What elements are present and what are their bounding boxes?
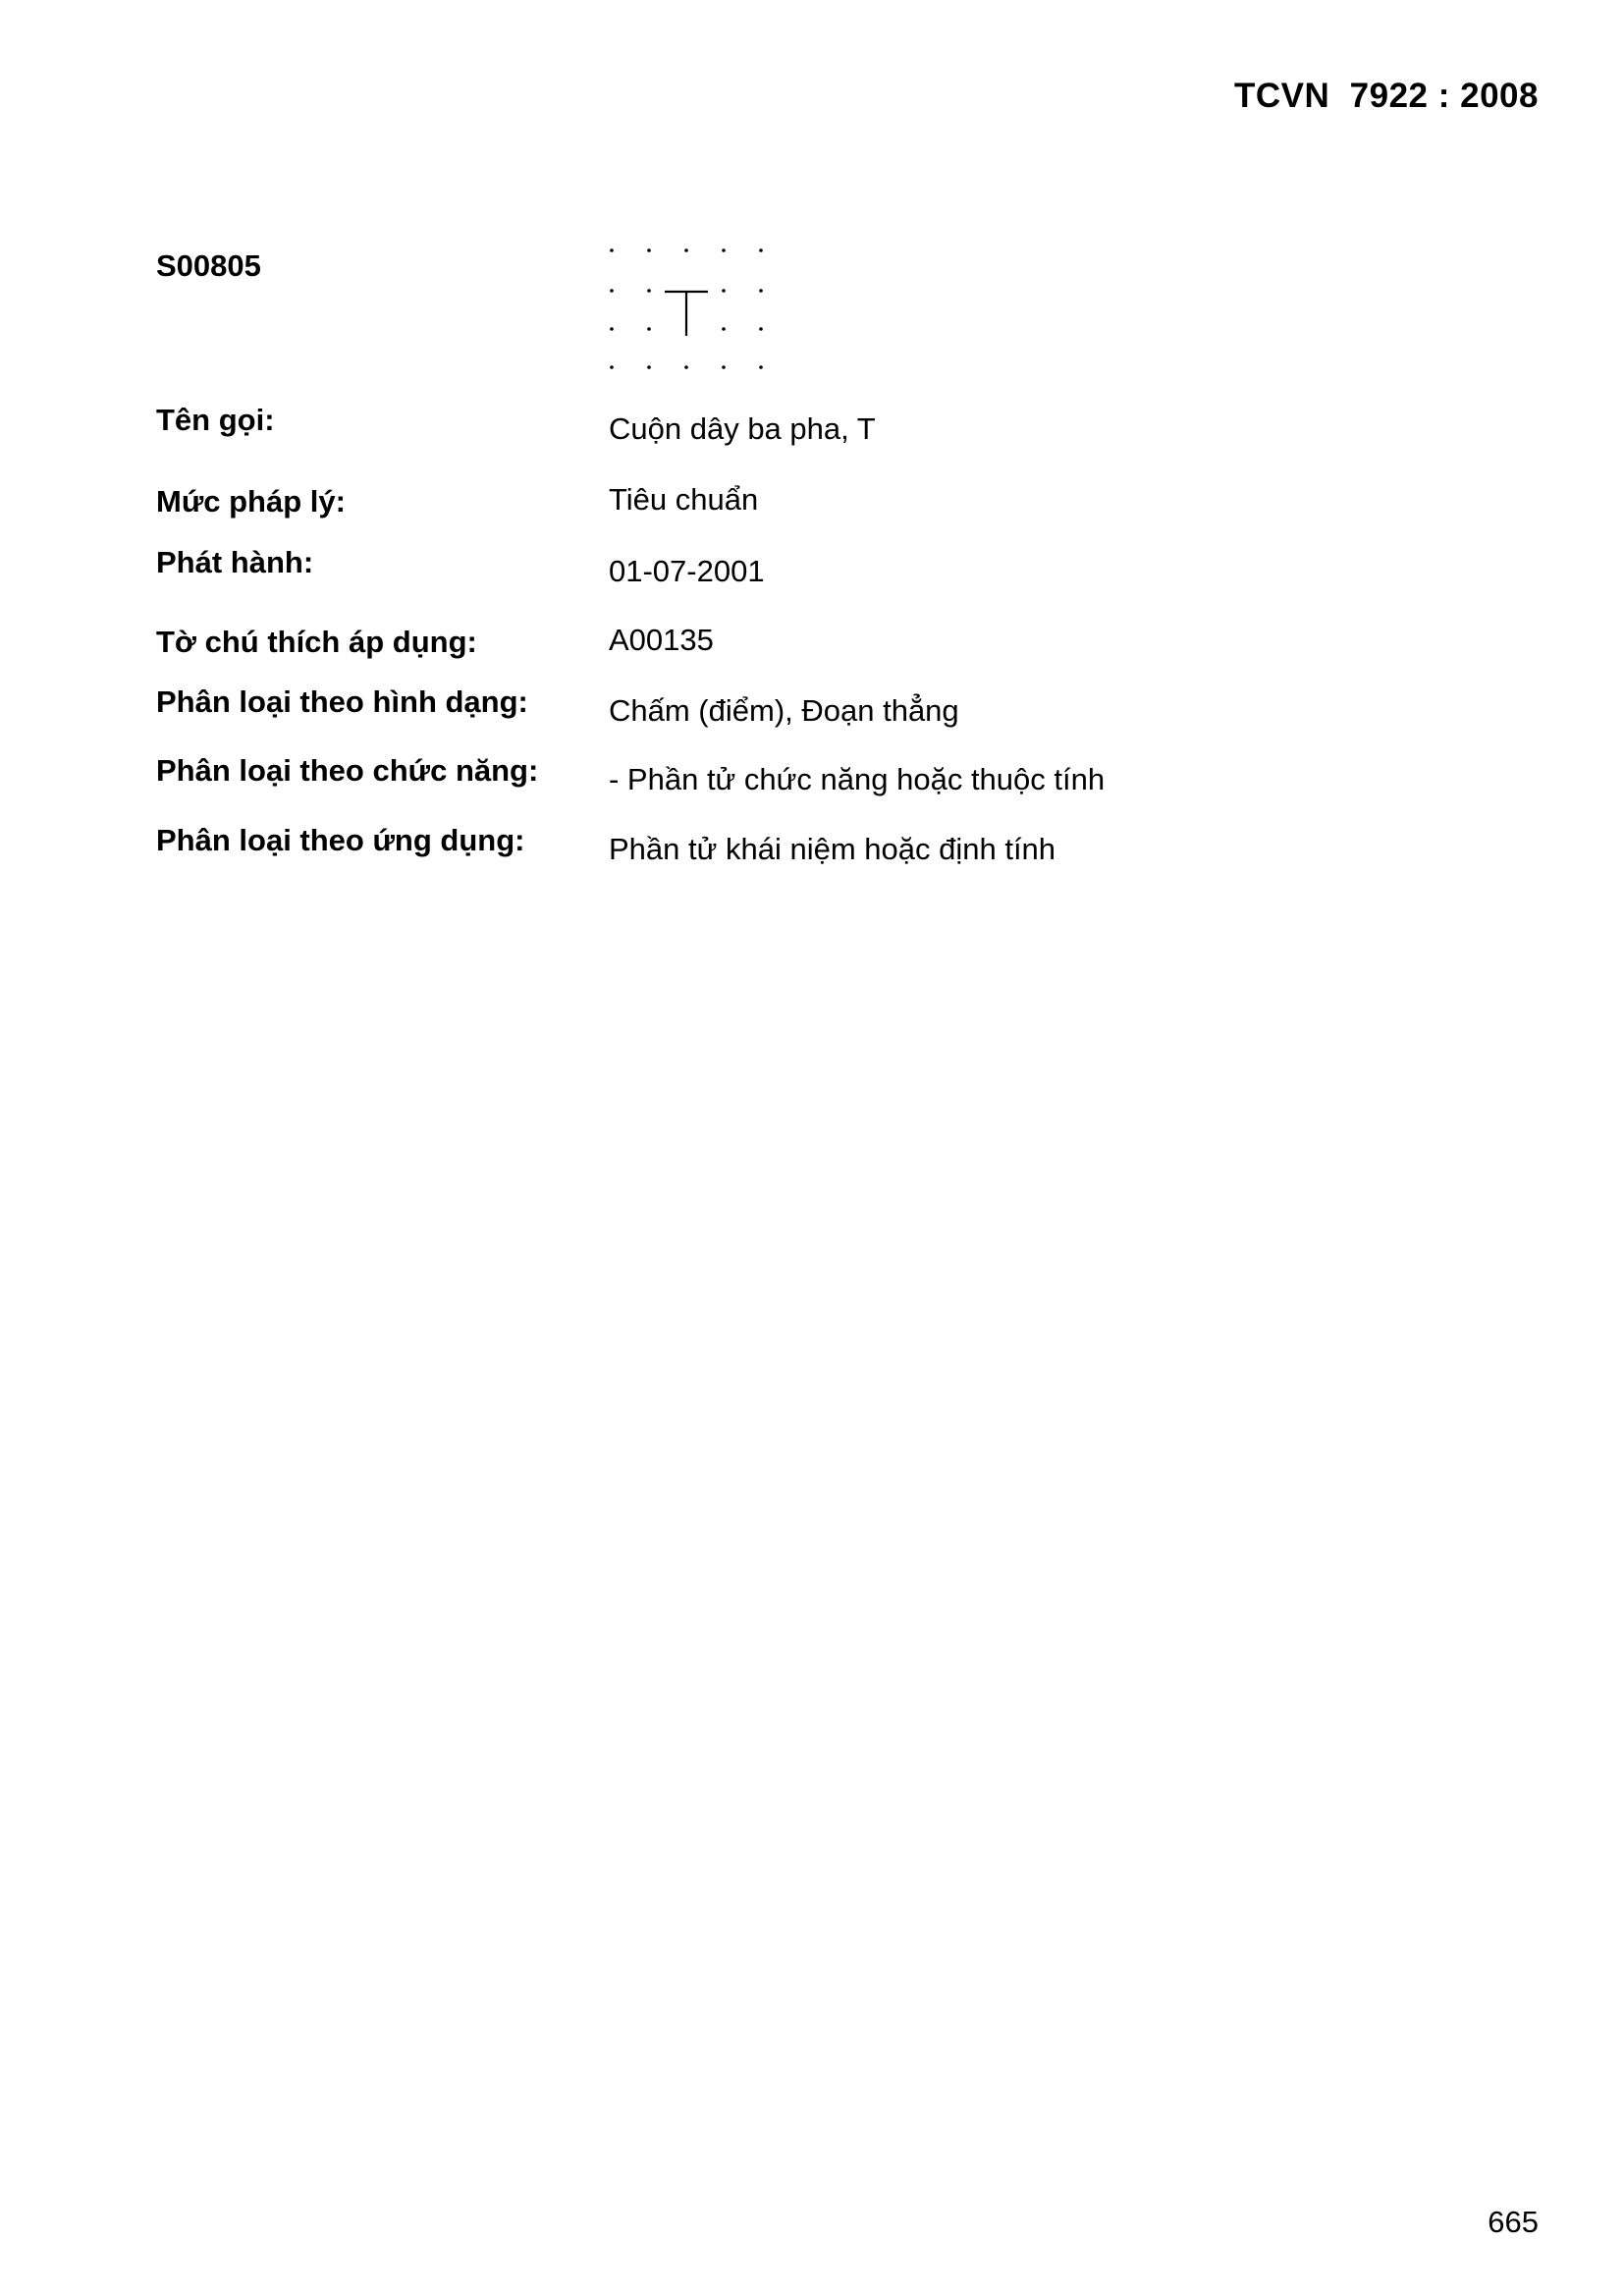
field-value: Phần tử khái niệm hoặc định tính	[609, 832, 1056, 866]
page-number: 665	[1488, 2205, 1539, 2239]
field-value: 01-07-2001	[609, 554, 765, 588]
field-label: Phân loại theo ứng dụng:	[156, 823, 525, 857]
field-row-issued	[0, 545, 1624, 604]
symbol-graphic	[599, 234, 785, 381]
symbol-figure	[599, 234, 785, 381]
field-row-annotation-sheet	[0, 623, 1624, 682]
field-row-name	[0, 403, 1624, 462]
standard-code: TCVN 7922 : 2008	[1233, 77, 1539, 115]
field-value: Chấm (điểm), Đoạn thẳng	[609, 693, 959, 728]
field-row-application-class	[0, 823, 1624, 882]
field-value: Tiêu chuẩn	[609, 482, 759, 517]
field-label: Tờ chú thích áp dụng:	[156, 625, 477, 659]
field-label: Tên gọi:	[156, 403, 275, 437]
field-label: Phân loại theo chức năng:	[156, 753, 539, 788]
field-row-legal-level	[0, 482, 1624, 541]
field-value: Cuộn dây ba pha, T	[609, 411, 876, 446]
t-shape	[665, 292, 708, 336]
field-label: Mức pháp lý:	[156, 484, 346, 519]
symbol-id: S00805	[156, 248, 261, 283]
field-row-function-class	[0, 753, 1624, 812]
field-label: Phân loại theo hình dạng:	[156, 684, 528, 719]
field-row-shape-class	[0, 684, 1624, 743]
field-label: Phát hành:	[156, 545, 314, 579]
field-value: A00135	[609, 623, 714, 657]
field-value: - Phần tử chức năng hoặc thuộc tính	[609, 762, 1106, 796]
